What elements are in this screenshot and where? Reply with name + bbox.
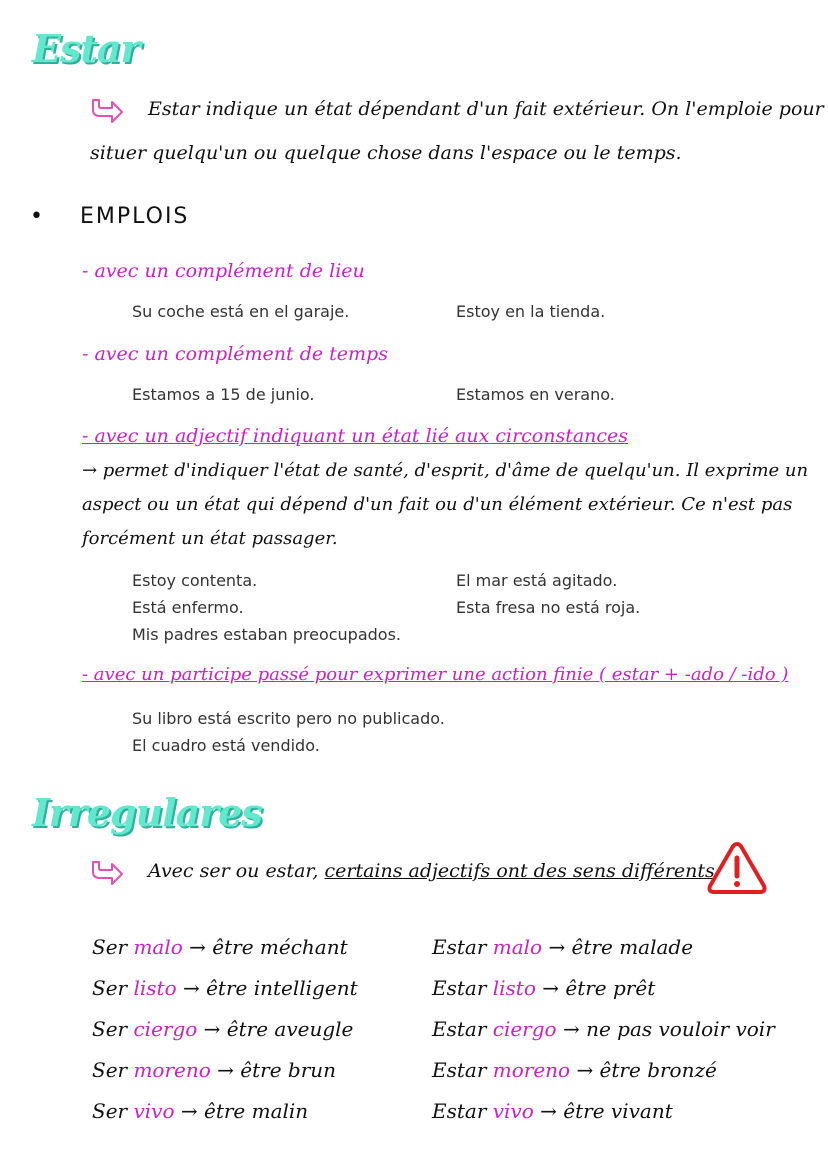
estar-pair-5: Estar vivo → être vivant [432, 1099, 673, 1123]
example-temps-2: Estamos en verano. [456, 385, 615, 404]
ser-pair-5: Ser vivo → être malin [92, 1099, 309, 1123]
example-adjectif-1: Estoy contenta. [132, 571, 258, 590]
intro-text-line-2: situer quelqu'un ou quelque chose dans l'espace ou le temps. [90, 142, 682, 164]
ser-pair-2: Ser listo → être intelligent [92, 976, 358, 1000]
label-participe: - avec un participe passé pour exprimer une action finie ( estar + -ado / -ido ) [82, 664, 789, 685]
example-temps-1: Estamos a 15 de junio. [132, 385, 315, 404]
label-complement-temps: - avec un complément de temps [82, 343, 388, 365]
irregulares-intro-underlined: certains adjectifs ont des sens différents [324, 860, 715, 882]
estar-pair-2: Estar listo → être prêt [432, 976, 656, 1000]
section-title-estar: Estar [32, 26, 140, 71]
bullet: • [30, 204, 45, 229]
curved-arrow-icon [90, 96, 124, 124]
warning-triangle-icon [706, 840, 768, 896]
example-adjectif-3: Está enfermo. [132, 598, 244, 617]
intro-text-line-1: Estar indique un état dépendant d'un fait extérieur. On l'emploie pour [148, 98, 824, 120]
curved-arrow-icon [90, 858, 124, 886]
adjectif-explanation-3: forcément un état passager. [82, 528, 338, 549]
estar-pair-1: Estar malo → être malade [432, 935, 694, 959]
ser-pair-1: Ser malo → être méchant [92, 935, 348, 959]
example-adjectif-2: El mar está agitado. [456, 571, 618, 590]
example-lieu-1: Su coche está en el garaje. [132, 302, 350, 321]
adjectif-explanation-1: → permet d'indiquer l'état de santé, d'esprit, d'âme de quelqu'un. Il exprime un [82, 460, 809, 481]
ser-pair-4: Ser moreno → être brun [92, 1058, 337, 1082]
label-complement-lieu: - avec un complément de lieu [82, 260, 365, 282]
example-adjectif-5: Mis padres estaban preocupados. [132, 625, 402, 644]
irregulares-intro [148, 860, 715, 882]
ser-pair-3: Ser ciergo → être aveugle [92, 1017, 354, 1041]
estar-pair-4: Estar moreno → être bronzé [432, 1058, 717, 1082]
estar-pair-3: Estar ciergo → ne pas vouloir voir [432, 1017, 775, 1041]
example-participe-1: Su libro está escrito pero no publicado. [132, 709, 445, 728]
label-adjectif: - avec un adjectif indiquant un état lié aux circonstances [82, 425, 629, 447]
example-participe-2: El cuadro está vendido. [132, 736, 320, 755]
irregulares-intro-prefix: Avec ser ou estar, [148, 860, 325, 882]
example-adjectif-4: Esta fresa no está roja. [456, 598, 641, 617]
section-title-irregulares: Irregulares [32, 790, 262, 835]
emplois-heading: EMPLOIS [80, 204, 190, 229]
adjectif-explanation-2: aspect ou un état qui dépend d'un fait ou d'un élément extérieur. Ce n'est pas [82, 494, 793, 515]
example-lieu-2: Estoy en la tienda. [456, 302, 606, 321]
